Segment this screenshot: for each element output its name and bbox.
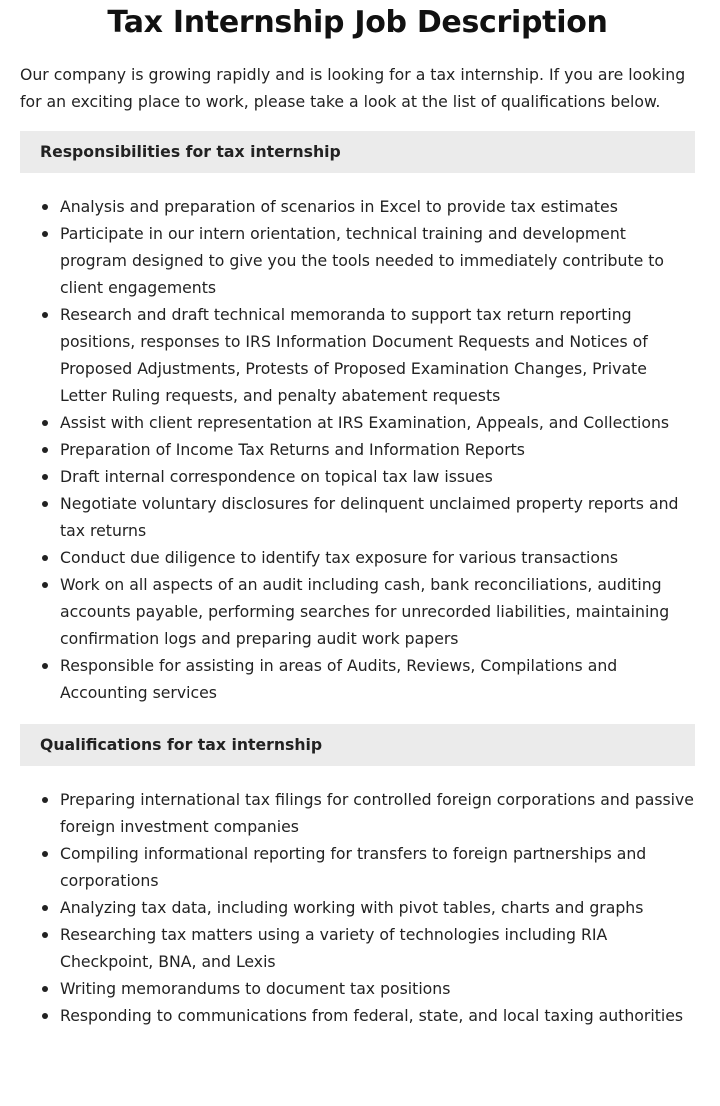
list-item: Draft internal correspondence on topical tax law issues xyxy=(60,463,695,490)
intro-paragraph: Our company is growing rapidly and is looking for a tax internship. If you are looking for an exciting place to work, please take a look at the list of qualifications below. xyxy=(20,65,686,111)
qualifications-list xyxy=(20,786,695,1029)
page-title: Tax Internship Job Description xyxy=(107,5,608,40)
list-item: Research and draft technical memoranda to support tax return reporting positions, responses to IRS Information Document Requests and Notices of Proposed Adjustments, Protests of Proposed Examination Changes, Private Letter Ruling requests, and penalty abatement requests xyxy=(60,301,695,409)
list-item: Negotiate voluntary disclosures for delinquent unclaimed property reports and tax returns xyxy=(60,490,695,544)
list-item: Conduct due diligence to identify tax exposure for various transactions xyxy=(60,544,695,571)
responsibilities-heading: Responsibilities for tax internship xyxy=(20,131,695,173)
list-item: Researching tax matters using a variety of technologies including RIA Checkpoint, BNA, and Lexis xyxy=(60,921,695,975)
qualifications-heading: Qualifications for tax internship xyxy=(20,724,695,766)
responsibilities-list xyxy=(20,193,695,706)
list-item: Writing memorandums to document tax positions xyxy=(60,975,695,1002)
list-item: Assist with client representation at IRS Examination, Appeals, and Collections xyxy=(60,409,695,436)
list-item: Preparation of Income Tax Returns and Information Reports xyxy=(60,436,695,463)
list-item: Compiling informational reporting for transfers to foreign partnerships and corporations xyxy=(60,840,695,894)
list-item: Responding to communications from federal, state, and local taxing authorities xyxy=(60,1002,695,1029)
list-item: Analyzing tax data, including working with pivot tables, charts and graphs xyxy=(60,894,695,921)
list-item: Work on all aspects of an audit including cash, bank reconciliations, auditing accounts payable, performing searches for unrecorded liabilities, maintaining confirmation logs and preparing audit work papers xyxy=(60,571,695,652)
list-item: Participate in our intern orientation, technical training and development program designed to give you the tools needed to immediately contribute to client engagements xyxy=(60,220,695,301)
list-item: Analysis and preparation of scenarios in Excel to provide tax estimates xyxy=(60,193,695,220)
list-item: Responsible for assisting in areas of Audits, Reviews, Compilations and Accounting services xyxy=(60,652,695,706)
list-item: Preparing international tax filings for controlled foreign corporations and passive foreign investment companies xyxy=(60,786,695,840)
